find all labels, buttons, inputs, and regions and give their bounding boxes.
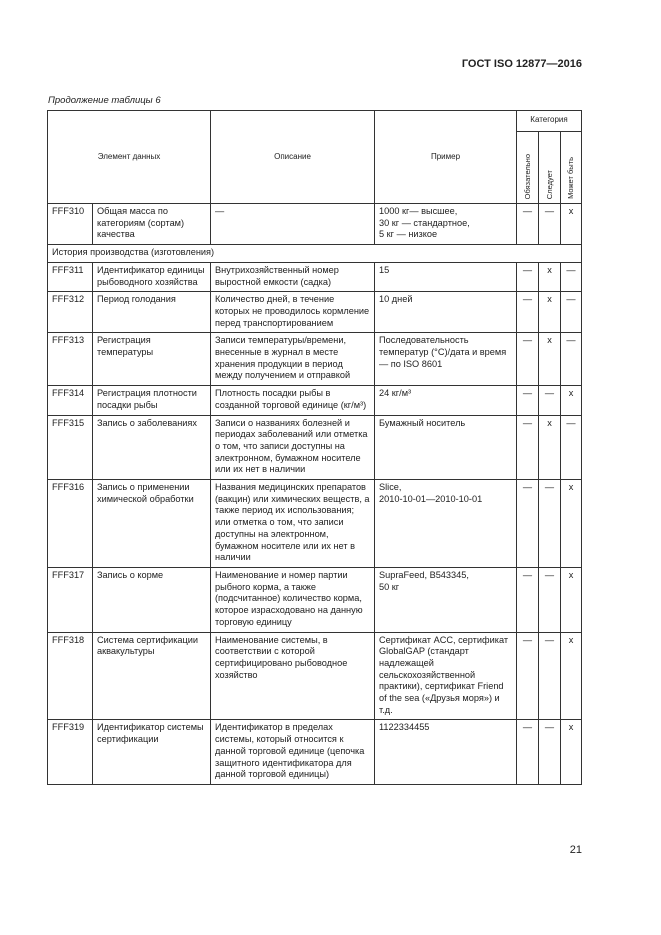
cell-description: Внутрихозяйственный номер выростной емкости (садка)	[211, 262, 375, 291]
cell-example: 1000 кг— высшее, 30 кг — стандартное, 5 кг — низкое	[375, 204, 517, 245]
cell-should: x	[539, 333, 561, 386]
cell-may: x	[561, 567, 582, 632]
cell-code: FFF319	[48, 720, 93, 785]
cell-should: —	[539, 567, 561, 632]
cell-code: FFF318	[48, 632, 93, 720]
table-row	[48, 386, 582, 415]
col-header-category: Категория	[517, 111, 582, 132]
cell-should: —	[539, 204, 561, 245]
cell-may: x	[561, 480, 582, 568]
cell-description: Идентификатор в пределах системы, который относится к данной торговой единице (цепочка защитного идентификатора для данной торговой единицы)	[211, 720, 375, 785]
cell-mandatory: —	[517, 480, 539, 568]
cell-example: Сертификат ACC, сертификат GlobalGAP (стандарт надлежащей сельскохозяйственной практики), сертификат Friend of the sea («Друзья моря») и т.д.	[375, 632, 517, 720]
col-header-mandatory: Обязательно	[517, 132, 539, 204]
table-caption: Продолжение таблицы 6	[48, 95, 161, 106]
cell-mandatory: —	[517, 386, 539, 415]
cell-description: Названия медицинских препаратов (вакцин) или химических веществ, а также период их использования; или отметка о том, что записи доступны на электронном, бумажном носителе или их нет в наличии	[211, 480, 375, 568]
cell-example: 15	[375, 262, 517, 291]
col-header-may: Может быть	[561, 132, 582, 204]
table-row	[48, 480, 582, 568]
cell-element-name: Регистрация плотности посадки рыбы	[93, 386, 211, 415]
cell-element-name: Идентификатор системы сертификации	[93, 720, 211, 785]
col-header-example: Пример	[375, 111, 517, 204]
col-header-should: Следует	[539, 132, 561, 204]
cell-example: Slice, 2010-10-01—2010-10-01	[375, 480, 517, 568]
cell-may: x	[561, 386, 582, 415]
cell-element-name: Общая масса по категориям (сортам) качества	[93, 204, 211, 245]
table-row	[48, 415, 582, 480]
cell-may: —	[561, 415, 582, 480]
cell-mandatory: —	[517, 632, 539, 720]
cell-element-name: Запись о корме	[93, 567, 211, 632]
cell-should: —	[539, 632, 561, 720]
cell-mandatory: —	[517, 292, 539, 333]
cell-code: FFF316	[48, 480, 93, 568]
cell-example: SupraFeed, B543345, 50 кг	[375, 567, 517, 632]
cell-may: —	[561, 262, 582, 291]
table-body	[48, 204, 582, 785]
cell-may: —	[561, 292, 582, 333]
cell-element-name: Система сертификации аквакультуры	[93, 632, 211, 720]
cell-example: 1122334455	[375, 720, 517, 785]
cell-description: Записи о названиях болезней и периодах заболеваний или отметка о том, что записи доступны на электронном, бумажном носителе или их нет в наличии	[211, 415, 375, 480]
table-row	[48, 333, 582, 386]
cell-should: x	[539, 292, 561, 333]
section-row	[48, 245, 582, 263]
section-title: История производства (изготовления)	[48, 245, 582, 263]
table-row	[48, 567, 582, 632]
cell-description: Наименование и номер партии рыбного корма, а также (подсчитанное) количество корма, которое израсходовано на данную торговую единицу	[211, 567, 375, 632]
cell-code: FFF317	[48, 567, 93, 632]
cell-element-name: Запись о применении химической обработки	[93, 480, 211, 568]
cell-description: Количество дней, в течение которых не проводилось кормление перед транспортированием	[211, 292, 375, 333]
cell-example: 10 дней	[375, 292, 517, 333]
data-table	[47, 110, 582, 785]
cell-code: FFF313	[48, 333, 93, 386]
cell-description: Записи температуры/времени, внесенные в журнал в месте хранения продукции в период между получением и отправкой	[211, 333, 375, 386]
cell-mandatory: —	[517, 333, 539, 386]
cell-may: x	[561, 720, 582, 785]
cell-example: Последовательность температур (°С)/дата и время — по ISO 8601	[375, 333, 517, 386]
table-row	[48, 720, 582, 785]
cell-should: —	[539, 720, 561, 785]
cell-element-name: Регистрация температуры	[93, 333, 211, 386]
cell-description: —	[211, 204, 375, 245]
cell-should: x	[539, 262, 561, 291]
cell-element-name: Период голодания	[93, 292, 211, 333]
cell-example: Бумажный носитель	[375, 415, 517, 480]
cell-mandatory: —	[517, 204, 539, 245]
cell-code: FFF312	[48, 292, 93, 333]
cell-may: x	[561, 204, 582, 245]
table-row	[48, 632, 582, 720]
cell-may: x	[561, 632, 582, 720]
cell-code: FFF315	[48, 415, 93, 480]
page-number: 21	[569, 844, 582, 856]
col-header-description: Описание	[211, 111, 375, 204]
table-row	[48, 204, 582, 245]
cell-should: —	[539, 480, 561, 568]
cell-may: —	[561, 333, 582, 386]
cell-description: Наименование системы, в соответствии с которой сертифицировано рыбоводное хозяйство	[211, 632, 375, 720]
standard-number: ГОСТ ISO 12877—2016	[461, 58, 582, 70]
table-row	[48, 262, 582, 291]
cell-description: Плотность посадки рыбы в созданной торговой единице (кг/м³)	[211, 386, 375, 415]
table-row	[48, 292, 582, 333]
cell-mandatory: —	[517, 567, 539, 632]
cell-mandatory: —	[517, 262, 539, 291]
cell-mandatory: —	[517, 720, 539, 785]
cell-element-name: Идентификатор единицы рыбоводного хозяйства	[93, 262, 211, 291]
cell-code: FFF310	[48, 204, 93, 245]
cell-element-name: Запись о заболеваниях	[93, 415, 211, 480]
cell-code: FFF311	[48, 262, 93, 291]
col-header-element: Элемент данных	[48, 111, 211, 204]
cell-example: 24 кг/м³	[375, 386, 517, 415]
cell-should: x	[539, 415, 561, 480]
cell-mandatory: —	[517, 415, 539, 480]
cell-should: —	[539, 386, 561, 415]
cell-code: FFF314	[48, 386, 93, 415]
